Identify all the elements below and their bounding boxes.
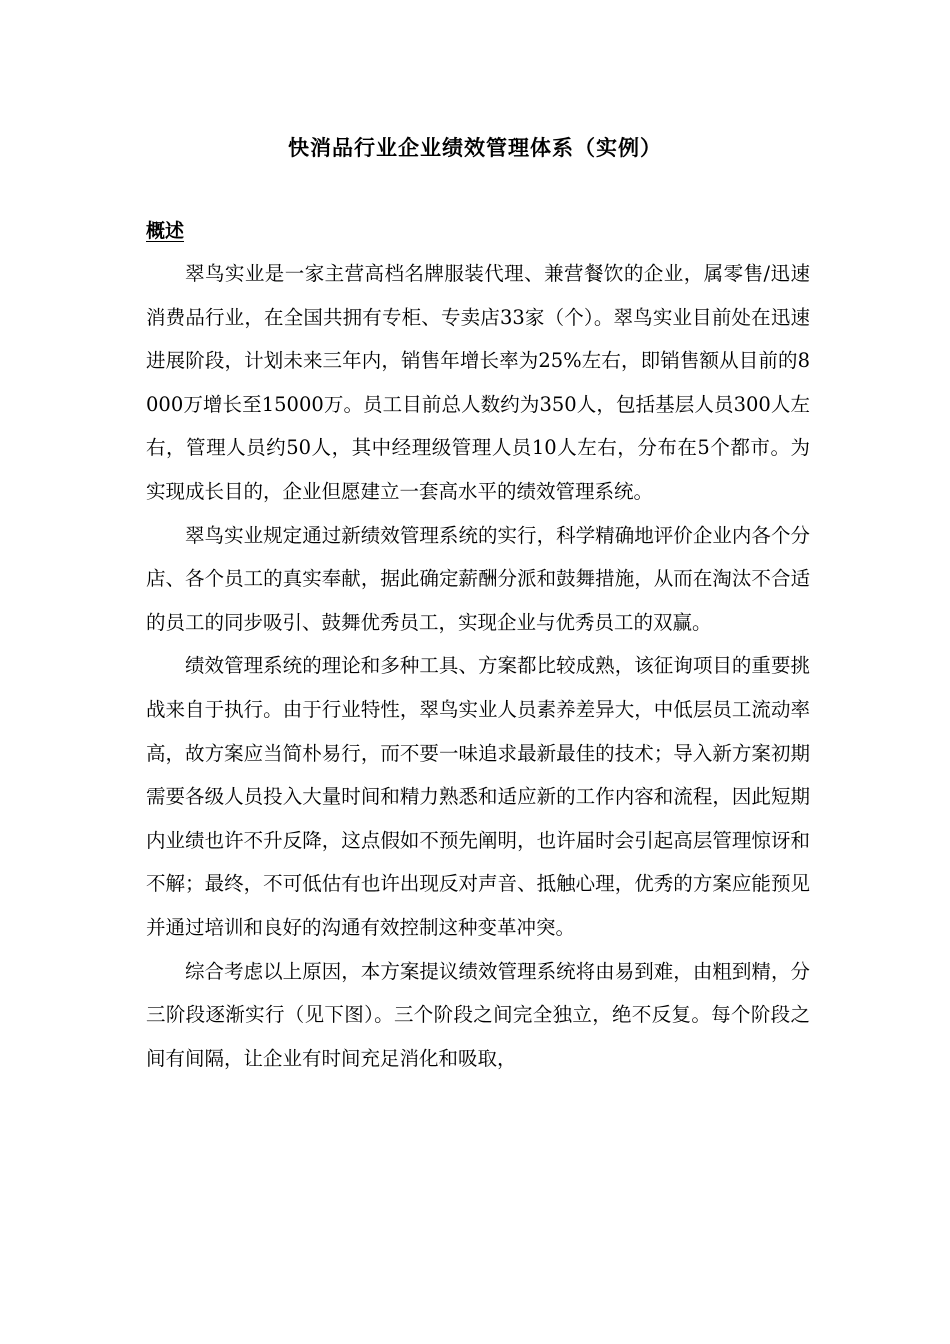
paragraph: 翠鸟实业规定通过新绩效管理系统的实行，科学精确地评价企业内各个分店、各个员工的真实奉献，据此确定薪酬分派和鼓舞措施，从而在淘汰不合适的员工的同步吸引、鼓舞优秀员工，实现企业与优秀员工的双赢。 — [146, 523, 810, 634]
document-body — [146, 252, 810, 1080]
section-heading-overview: 概述 — [146, 220, 185, 242]
paragraph: 翠鸟实业是一家主营高档名牌服装代理、兼营餐饮的企业，属零售/迅速消费品行业，在全国共拥有专柜、专卖店33家（个）。翠鸟实业目前处在迅速进展阶段，计划未来三年内，销售年增长率为25%左右，即销售额从目前的8000万增长至15000万。员工目前总人数约为350人，包括基层人员300人左右，管理人员约50人，其中经理级管理人员10人左右，分布在5个都市。为实现成长目的，企业但愿建立一套高水平的绩效管理系统。 — [146, 262, 810, 503]
paragraph: 绩效管理系统的理论和多种工具、方案都比较成熟，该征询项目的重要挑战来自于执行。由于行业特性，翠鸟实业人员素养差异大，中低层员工流动率高，故方案应当简朴易行，而不要一味追求最新最佳的技术；导入新方案初期需要各级人员投入大量时间和精力熟悉和适应新的工作内容和流程，因此短期内业绩也许不升反降，这点假如不预先阐明，也许届时会引起高层管理惊讶和不解；最终，不可低估有也许出现反对声音、抵触心理，优秀的方案应能预见并通过培训和良好的沟通有效控制这种变革冲突。 — [146, 654, 810, 939]
paragraph: 综合考虑以上原因，本方案提议绩效管理系统将由易到难，由粗到精，分三阶段逐渐实行（见下图）。三个阶段之间完全独立，绝不反复。每个阶段之间有间隔，让企业有时间充足消化和吸取， — [146, 959, 810, 1070]
document-title: 快消品行业企业绩效管理体系（实例） — [288, 136, 662, 160]
